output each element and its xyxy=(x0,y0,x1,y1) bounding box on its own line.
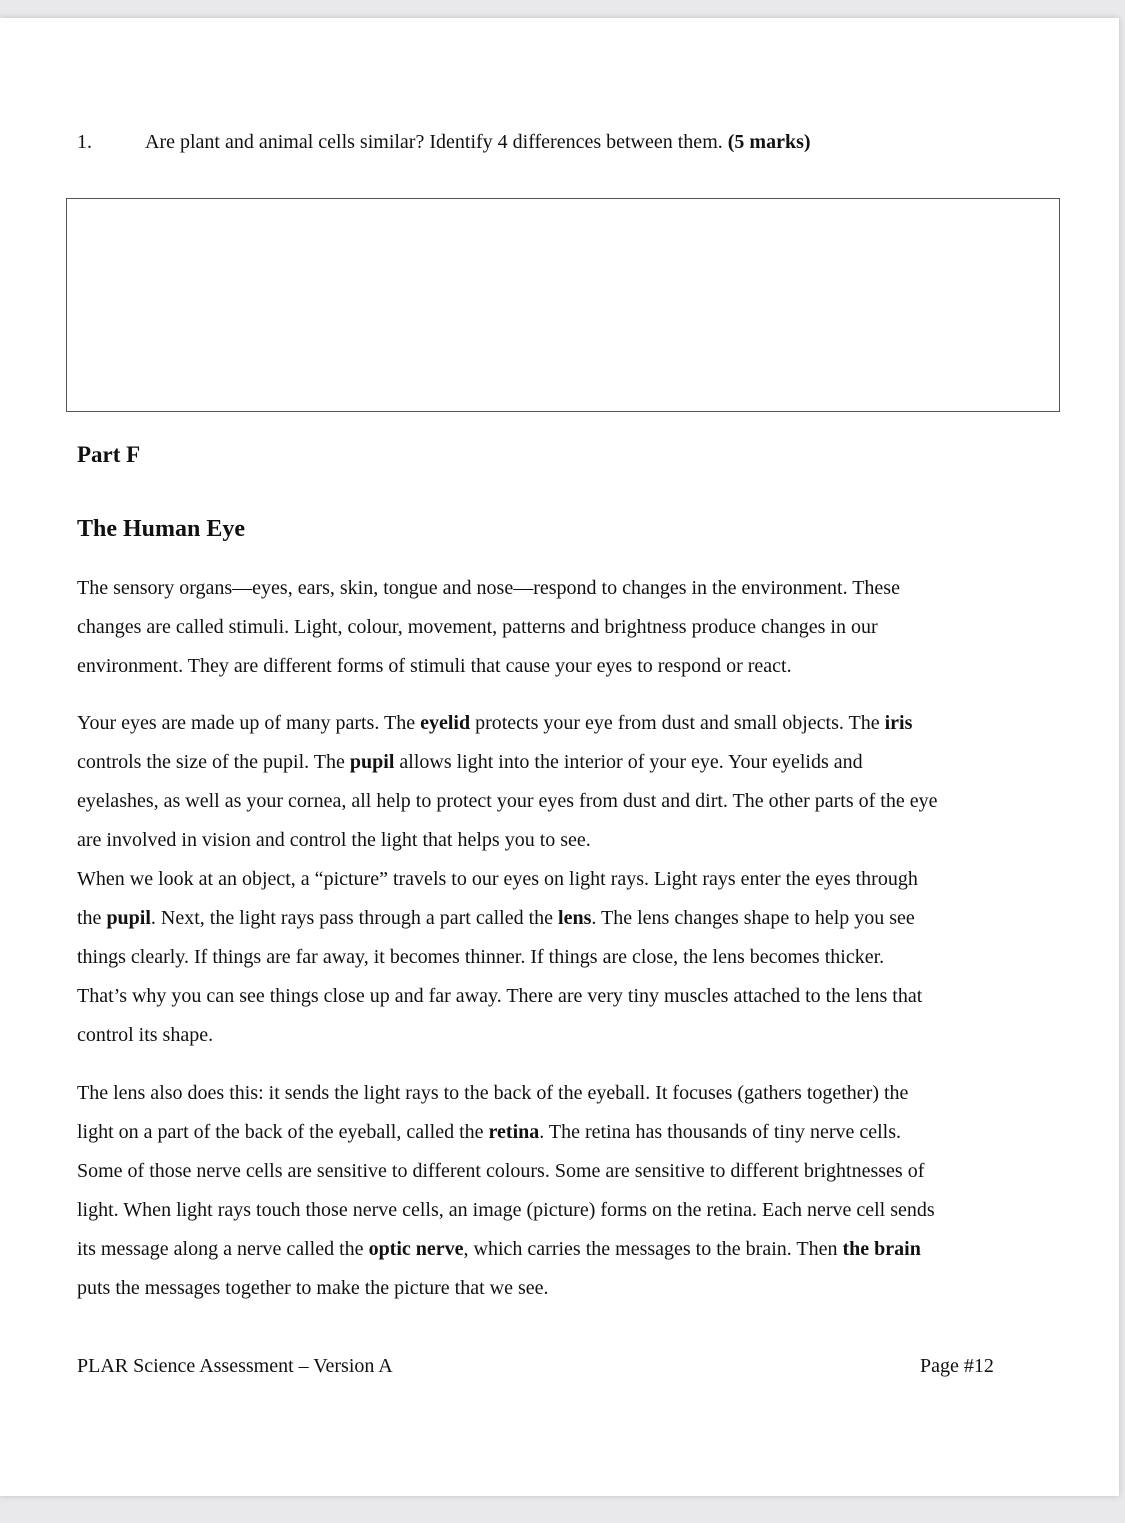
text-run: light on a part of the back of the eyeball, called the xyxy=(77,1121,489,1143)
part-heading: Part F xyxy=(77,442,141,467)
paragraph-line xyxy=(77,743,1062,782)
paragraph-line: environment. They are different forms of stimuli that cause your eyes to respond or react. xyxy=(77,655,792,677)
text-run: controls the size of the pupil. The xyxy=(77,751,350,773)
paragraph-line: puts the messages together to make the picture that we see. xyxy=(77,1277,549,1299)
paragraph-line: control its shape. xyxy=(77,1024,214,1046)
document-page xyxy=(0,18,1119,1496)
paragraph-line: things clearly. If things are far away, it becomes thinner. If things are close, the lens becomes thicker. xyxy=(77,946,885,968)
paragraph-sensory-organs xyxy=(77,569,1062,686)
footer-title: PLAR Science Assessment – Version A xyxy=(77,1355,393,1377)
text-run: its message along a nerve called the xyxy=(77,1238,369,1260)
paragraph-line: light. When light rays touch those nerve cells, an image (picture) forms on the retina. Each nerve cell sends xyxy=(77,1199,935,1221)
footer-page-number: Page #12 xyxy=(920,1355,994,1377)
text-run: Your eyes are made up of many parts. The xyxy=(77,712,421,734)
paragraph-line: are involved in vision and control the light that helps you to see. xyxy=(77,829,591,851)
question-text xyxy=(145,131,811,154)
text-run: . Next, the light rays pass through a part called the xyxy=(150,907,559,929)
term-retina: retina xyxy=(488,1121,540,1143)
text-run: . The retina has thousands of tiny nerve cells. xyxy=(539,1121,902,1143)
paragraph-line xyxy=(77,704,1062,743)
text-run: allows light into the interior of your eye. Your eyelids and xyxy=(394,751,863,773)
paragraph-line: eyelashes, as well as your cornea, all help to protect your eyes from dust and dirt. The other parts of the eye xyxy=(77,790,938,812)
question-marks: (5 marks) xyxy=(727,131,811,153)
section-heading: The Human Eye xyxy=(77,516,246,542)
text-run: , which carries the messages to the brain. Then xyxy=(463,1238,843,1260)
term-optic-nerve: optic nerve xyxy=(368,1238,464,1260)
answer-box[interactable] xyxy=(66,198,1060,412)
paragraph-line xyxy=(77,899,1062,938)
term-pupil: pupil xyxy=(349,751,395,773)
paragraph-lens-retina xyxy=(77,1074,1062,1308)
text-run: protects your eye from dust and small objects. The xyxy=(470,712,885,734)
paragraph-line xyxy=(77,1230,1062,1269)
term-eyelid: eyelid xyxy=(420,712,471,734)
question-prompt: Are plant and animal cells similar? Identify 4 differences between them. xyxy=(145,131,723,153)
question-number: 1. xyxy=(77,131,92,153)
paragraph-line: That’s why you can see things close up and far away. There are very tiny muscles attached to the lens that xyxy=(77,985,923,1007)
term-iris: iris xyxy=(884,712,913,734)
paragraph-line: changes are called stimuli. Light, colour, movement, patterns and brightness produce changes in our xyxy=(77,616,878,638)
paragraph-eye-parts xyxy=(77,704,1062,1055)
text-run: the xyxy=(77,907,107,929)
term-pupil: pupil xyxy=(106,907,151,929)
paragraph-line: The lens also does this: it sends the light rays to the back of the eyeball. It focuses (gathers together) the xyxy=(77,1082,909,1104)
text-run: . The lens changes shape to help you see xyxy=(591,907,915,929)
paragraph-line xyxy=(77,1113,1062,1152)
paragraph-line: Some of those nerve cells are sensitive to different colours. Some are sensitive to different brightnesses of xyxy=(77,1160,925,1182)
term-lens: lens xyxy=(558,907,592,929)
paragraph-line: The sensory organs—eyes, ears, skin, tongue and nose—respond to changes in the environment. These xyxy=(77,577,900,599)
term-the-brain: the brain xyxy=(842,1238,921,1260)
paragraph-line: When we look at an object, a “picture” travels to our eyes on light rays. Light rays enter the eyes through xyxy=(77,868,918,890)
